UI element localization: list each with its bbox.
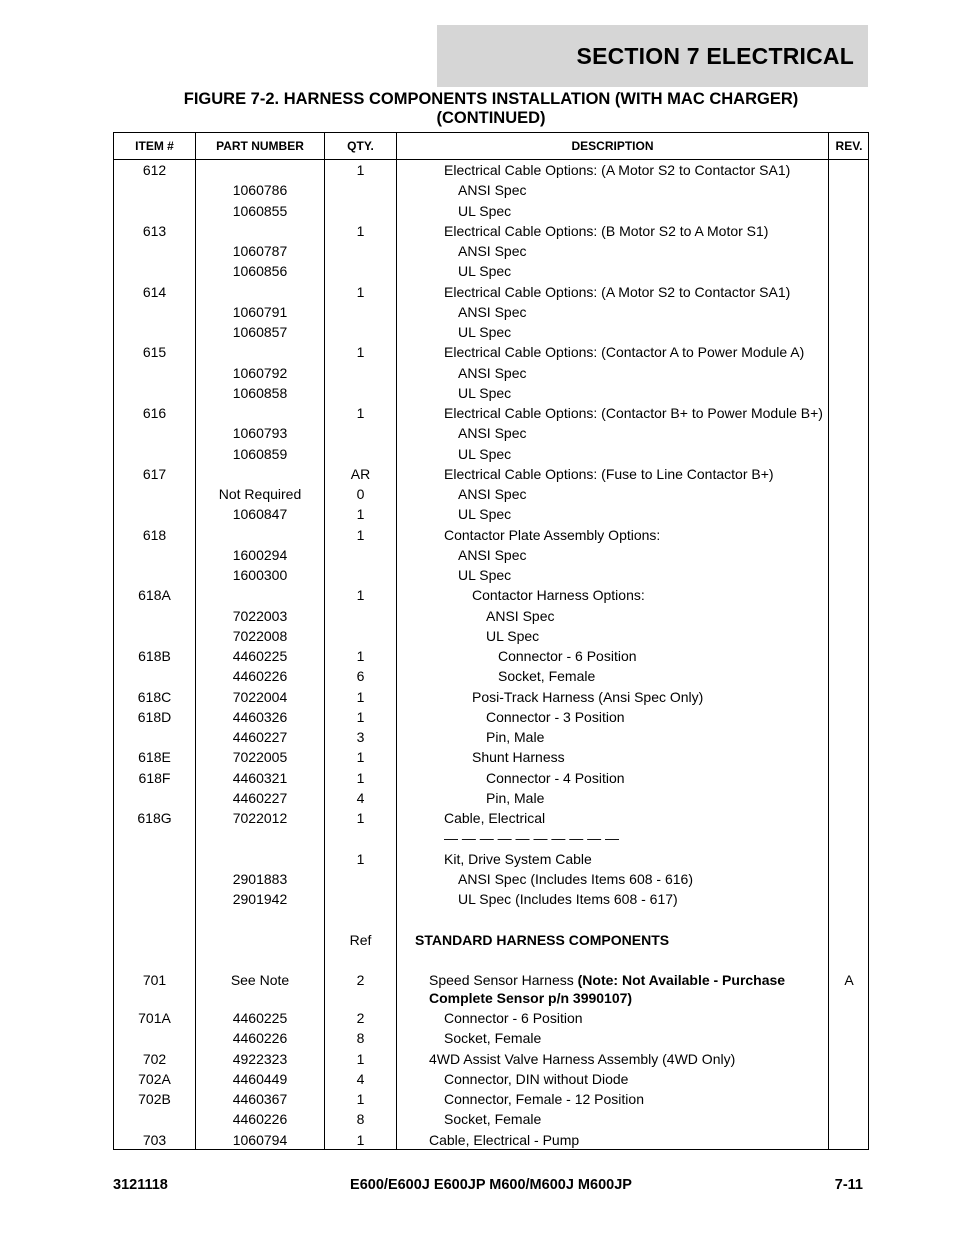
description-text: Posi-Track Harness (Ansi Spec Only) — [472, 688, 704, 705]
table-row — [114, 484, 868, 504]
quantity: 1 — [356, 648, 365, 664]
part-number: 7022008 — [232, 627, 288, 644]
quantity: 1 — [356, 162, 365, 178]
description — [397, 727, 827, 746]
part-number: 4460227 — [232, 729, 288, 745]
part-number: 7022012 — [232, 810, 288, 826]
description-text: Connector - 4 Position — [486, 769, 625, 786]
table-row — [114, 849, 868, 869]
quantity: 1 — [356, 749, 365, 766]
part-number: 1060856 — [232, 263, 288, 280]
description — [397, 1028, 827, 1047]
footer-page-number: 7-11 — [834, 1177, 863, 1193]
description — [397, 950, 827, 951]
description-text: ANSI Spec (Includes Items 608 - 616) — [458, 870, 693, 887]
description-text: Cable, Electrical - Pump — [429, 1131, 580, 1148]
figure-title — [113, 90, 869, 128]
column-header-rev: REV. — [835, 139, 863, 153]
part-number: 4460226 — [232, 1111, 288, 1128]
part-number: 1060857 — [232, 324, 288, 340]
description-text: Connector - 6 Position — [444, 1010, 583, 1026]
description-text: ANSI Spec — [458, 486, 527, 502]
table-row — [114, 322, 868, 342]
description — [397, 241, 827, 260]
description-text: Connector, DIN without Diode — [444, 1070, 629, 1087]
table-row — [114, 525, 868, 545]
item-number: 618B — [138, 648, 171, 664]
table-row — [114, 1130, 868, 1150]
item-number: 618G — [137, 810, 172, 826]
description — [397, 444, 827, 463]
description-text: ANSI Spec — [458, 182, 527, 199]
description-text: Cable, Electrical — [444, 810, 546, 826]
description-text: UL Spec — [458, 445, 512, 462]
description — [397, 1008, 827, 1027]
quantity: 1 — [356, 526, 365, 543]
quantity: AR — [350, 465, 371, 482]
table-row — [114, 747, 868, 767]
table-row — [114, 687, 868, 707]
quantity: 4 — [356, 789, 365, 806]
description — [397, 707, 827, 726]
description — [397, 423, 827, 442]
table-row — [114, 666, 868, 686]
quantity: 1 — [356, 1050, 365, 1067]
part-number: 4460367 — [232, 1091, 288, 1107]
quantity: 2 — [356, 1010, 365, 1026]
description-text: STANDARD HARNESS COMPONENTS — [415, 931, 670, 948]
item-number: 701 — [142, 972, 167, 988]
description — [397, 666, 827, 685]
table-row — [114, 828, 868, 848]
description — [397, 322, 827, 341]
description-text: ANSI Spec — [458, 425, 527, 442]
description — [397, 282, 827, 301]
table-row — [114, 180, 868, 200]
description-text: UL Spec — [486, 627, 540, 644]
description — [397, 849, 827, 868]
table-row — [114, 585, 868, 605]
description-text: Socket, Female — [498, 668, 596, 685]
description — [397, 545, 827, 564]
part-number: 7022005 — [232, 749, 288, 766]
description — [397, 565, 827, 584]
description — [397, 646, 827, 665]
part-number: 4460226 — [232, 1030, 288, 1047]
description — [397, 464, 827, 483]
description-text: Socket, Female — [444, 1030, 542, 1047]
part-number: 7022004 — [232, 688, 288, 705]
description-text: UL Spec — [458, 202, 512, 219]
description-text: ANSI Spec — [458, 364, 527, 381]
quantity: 1 — [356, 769, 365, 786]
description — [397, 828, 827, 847]
description — [397, 201, 827, 220]
column-header-qty: QTY. — [347, 139, 374, 153]
item-number: 703 — [142, 1131, 167, 1148]
description — [397, 687, 827, 706]
description-text: Contactor Harness Options: — [472, 587, 645, 604]
table-row — [114, 707, 868, 727]
quantity: 1 — [356, 1131, 365, 1148]
section-title: SECTION 7 ELECTRICAL — [576, 42, 854, 69]
description-text: Electrical Cable Options: (Contactor B+ to Power Module B+) — [444, 405, 823, 421]
description-text: 4WD Assist Valve Harness Assembly (4WD Only) — [429, 1050, 736, 1067]
table-row — [114, 889, 868, 909]
part-number: 4460449 — [232, 1070, 288, 1087]
description — [397, 606, 827, 625]
description-text: UL Spec — [458, 567, 512, 583]
quantity: 1 — [356, 506, 365, 523]
table-row — [114, 363, 868, 383]
description — [397, 1130, 827, 1149]
quantity: 1 — [356, 810, 365, 826]
part-number: 1060847 — [232, 506, 288, 523]
description-text: Connector - 3 Position — [486, 708, 625, 725]
part-number: 4460227 — [232, 789, 288, 806]
description-text: Electrical Cable Options: (B Motor S2 to A Motor S1) — [444, 222, 769, 239]
description-text: ANSI Spec — [458, 303, 527, 320]
part-number: 1060859 — [232, 445, 288, 462]
table-row — [114, 768, 868, 788]
item-number: 702A — [138, 1070, 171, 1087]
description-text: Electrical Cable Options: (Contactor A to Power Module A) — [444, 344, 805, 361]
item-number: 618D — [137, 708, 172, 725]
description — [397, 1089, 827, 1108]
part-number: 1060787 — [232, 243, 288, 259]
part-number: 4460225 — [232, 1010, 288, 1026]
item-number: 612 — [142, 162, 167, 178]
table-row — [114, 950, 868, 970]
part-number: 1060858 — [232, 384, 288, 401]
part-number: 2901883 — [232, 870, 288, 887]
description — [397, 363, 827, 382]
description — [397, 889, 827, 908]
section-header — [437, 25, 868, 87]
description-text: ANSI Spec — [458, 243, 527, 259]
quantity: 1 — [356, 587, 365, 604]
description — [397, 1049, 827, 1068]
table-row — [114, 464, 868, 484]
part-number: Not Required — [218, 486, 302, 502]
table-row — [114, 302, 868, 322]
description — [397, 383, 827, 402]
part-number: 1060791 — [232, 303, 288, 320]
item-number: 614 — [142, 283, 167, 300]
table-body — [114, 160, 868, 1150]
description-note: (Note: Not Available - Purchase Complete Sensor p/n 3990107) — [429, 972, 786, 1006]
page-footer — [113, 1177, 869, 1197]
table-row — [114, 869, 868, 889]
quantity: 1 — [356, 708, 365, 725]
description — [397, 484, 827, 503]
description — [397, 970, 827, 1007]
item-number: 616 — [142, 405, 167, 421]
description — [397, 909, 827, 910]
table-row — [114, 1089, 868, 1109]
table-row — [114, 383, 868, 403]
part-number: 1600300 — [232, 567, 288, 583]
description — [397, 221, 827, 240]
quantity: 6 — [356, 668, 365, 685]
description-text: Contactor Plate Assembly Options: — [444, 526, 661, 543]
column-header-item: ITEM # — [135, 139, 174, 153]
quantity: 4 — [356, 1070, 365, 1087]
description-text: UL Spec — [458, 324, 512, 340]
table-row — [114, 1109, 868, 1129]
part-number: 7022003 — [232, 607, 288, 624]
description — [397, 869, 827, 888]
item-number: 702B — [138, 1091, 171, 1107]
description — [397, 1109, 827, 1128]
description-text: Kit, Drive System Cable — [444, 850, 592, 867]
quantity: 1 — [356, 688, 365, 705]
item-number: 618C — [137, 688, 172, 705]
table-row — [114, 626, 868, 646]
description — [397, 808, 827, 827]
part-number: 1600294 — [232, 546, 288, 563]
part-number: 4460225 — [232, 648, 288, 664]
description — [397, 180, 827, 199]
description — [397, 160, 827, 179]
part-number: 1060786 — [232, 182, 288, 199]
quantity: 2 — [356, 972, 365, 988]
quantity: 1 — [356, 344, 365, 361]
item-number: 613 — [142, 222, 167, 239]
description-text: Electrical Cable Options: (A Motor S2 to Contactor SA1) — [444, 162, 791, 178]
description-text: Pin, Male — [486, 729, 545, 745]
table-row — [114, 444, 868, 464]
item-number: 618F — [138, 769, 171, 786]
revision: A — [844, 972, 854, 988]
item-number: 615 — [142, 344, 167, 361]
part-number: 1060792 — [232, 364, 288, 381]
item-number: 618 — [142, 526, 167, 543]
table-row — [114, 423, 868, 443]
description — [397, 930, 827, 949]
description-text: Socket, Female — [444, 1111, 542, 1128]
part-number: 1060855 — [232, 202, 288, 219]
description — [397, 585, 827, 604]
table-row — [114, 221, 868, 241]
description — [397, 504, 827, 523]
quantity: 1 — [356, 283, 365, 300]
table-row — [114, 606, 868, 626]
item-number: 618A — [138, 587, 171, 604]
table-row — [114, 282, 868, 302]
item-number: 701A — [138, 1010, 171, 1026]
quantity: 3 — [356, 729, 365, 745]
description-text: Shunt Harness — [472, 749, 565, 766]
part-number: 4460326 — [232, 708, 288, 725]
description-text: UL Spec — [458, 263, 512, 280]
footer-models: E600/E600J E600JP M600/M600J M600JP — [350, 1177, 632, 1193]
part-number: 4460226 — [232, 668, 288, 685]
table-row — [114, 788, 868, 808]
description-text: UL Spec — [458, 384, 512, 401]
table-row — [114, 1069, 868, 1089]
part-number: 1060794 — [232, 1131, 288, 1148]
parts-table — [113, 132, 869, 1150]
table-row — [114, 1049, 868, 1069]
quantity: 1 — [356, 405, 365, 421]
item-number: 617 — [142, 465, 167, 482]
table-row — [114, 970, 868, 1008]
table-row — [114, 403, 868, 423]
description — [397, 768, 827, 787]
footer-doc-number: 3121118 — [113, 1177, 168, 1193]
description — [397, 342, 827, 361]
table-row — [114, 261, 868, 281]
quantity: 8 — [356, 1030, 365, 1047]
quantity: 0 — [356, 486, 365, 502]
column-header-part-number: PART NUMBER — [216, 139, 304, 153]
quantity: 1 — [356, 222, 365, 239]
table-row — [114, 504, 868, 524]
quantity: 1 — [356, 1091, 365, 1107]
part-number: 4460321 — [232, 769, 288, 786]
figure-title-line2: (CONTINUED) — [436, 109, 546, 127]
description — [397, 403, 827, 422]
description-text: ANSI Spec — [486, 607, 555, 624]
part-number: See Note — [230, 972, 290, 988]
column-header-description: DESCRIPTION — [571, 139, 654, 153]
description — [397, 788, 827, 807]
description — [397, 525, 827, 544]
table-row — [114, 727, 868, 747]
table-row — [114, 160, 868, 180]
description-text: UL Spec (Includes Items 608 - 617) — [458, 891, 678, 907]
quantity: 8 — [356, 1111, 365, 1128]
part-number: 4922323 — [232, 1050, 288, 1067]
description — [397, 1069, 827, 1088]
table-row — [114, 1028, 868, 1048]
description-text: Electrical Cable Options: (A Motor S2 to Contactor SA1) — [444, 283, 791, 300]
description-text: ANSI Spec — [458, 546, 527, 563]
table-row — [114, 565, 868, 585]
description-text: Pin, Male — [486, 789, 545, 806]
description — [397, 261, 827, 280]
description-text: UL Spec — [458, 506, 512, 523]
item-number: 702 — [142, 1050, 167, 1067]
description — [397, 747, 827, 766]
quantity: 1 — [356, 850, 365, 867]
part-number: 1060793 — [232, 425, 288, 442]
description — [397, 626, 827, 645]
table-row — [114, 545, 868, 565]
quantity: Ref — [349, 931, 372, 948]
item-number: 618E — [138, 749, 171, 766]
table-row — [114, 646, 868, 666]
description — [397, 302, 827, 321]
description-text: Connector, Female - 12 Position — [444, 1091, 644, 1107]
description-text: Speed Sensor Harness — [429, 972, 578, 988]
description-text: — — — — — — — — — — — [444, 830, 620, 847]
table-row — [114, 930, 868, 950]
table-row — [114, 909, 868, 929]
table-row — [114, 808, 868, 828]
part-number: 2901942 — [232, 891, 288, 907]
table-row — [114, 241, 868, 261]
table-row — [114, 342, 868, 362]
table-row — [114, 1008, 868, 1028]
figure-title-line1: FIGURE 7-2. HARNESS COMPONENTS INSTALLATION (WITH MAC CHARGER) — [183, 90, 799, 108]
table-row — [114, 201, 868, 221]
description-text: Electrical Cable Options: (Fuse to Line Contactor B+) — [444, 465, 774, 482]
description-text: Connector - 6 Position — [498, 648, 637, 664]
